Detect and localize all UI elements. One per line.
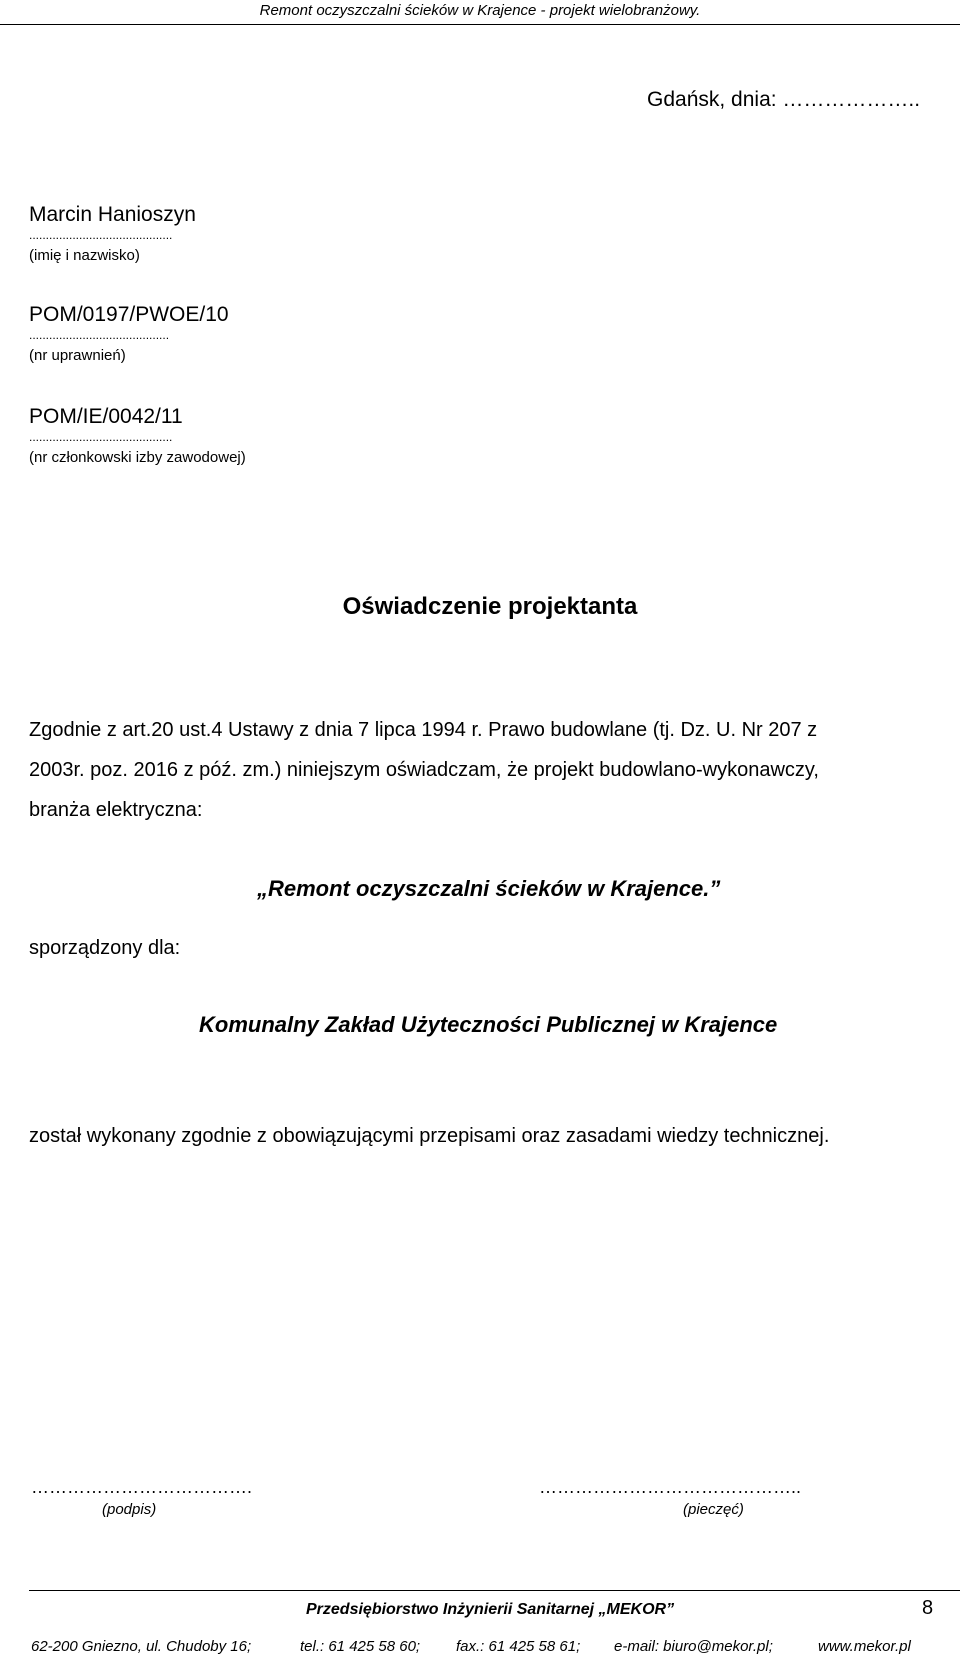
- stamp-caption: (pieczęć): [683, 1501, 744, 1518]
- footer-phone: tel.: 61 425 58 60;: [300, 1638, 421, 1655]
- statement-title: Oświadczenie projektanta: [342, 593, 638, 620]
- signature-line: ……………………………….: [31, 1477, 253, 1497]
- page-number: 8: [922, 1597, 934, 1619]
- footer-website[interactable]: www.mekor.pl: [818, 1638, 911, 1655]
- membership-dots: ...........................................: [29, 430, 173, 444]
- header-title: Remont oczyszczalni ścieków w Krajence - projekt wielobranżowy.: [259, 2, 701, 19]
- license-caption: (nr uprawnień): [29, 347, 126, 364]
- statement-conclusion: został wykonany zgodnie z obowiązującymi przepisami oraz zasadami wiedzy technicznej.: [29, 1125, 830, 1147]
- statement-line-3: branża elektryczna:: [29, 799, 203, 821]
- license-number: POM/0197/PWOE/10: [29, 303, 229, 326]
- designer-name-dots: ...........................................: [29, 228, 173, 242]
- footer-fax: fax.: 61 425 58 61;: [456, 1638, 581, 1655]
- client-name: Komunalny Zakład Użyteczności Publicznej w Krajence: [199, 1012, 778, 1037]
- footer-address: 62-200 Gniezno, ul. Chudoby 16;: [31, 1638, 252, 1655]
- project-name: „Remont oczyszczalni ścieków w Krajence.”: [257, 876, 721, 901]
- footer-email: e-mail: biuro@mekor.pl;: [614, 1638, 773, 1655]
- date-line: Gdańsk, dnia: ………………..: [647, 88, 921, 111]
- footer-divider: [29, 1590, 960, 1591]
- prepared-for-label: sporządzony dla:: [29, 937, 181, 959]
- statement-line-1: Zgodnie z art.20 ust.4 Ustawy z dnia 7 lipca 1994 r. Prawo budowlane (tj. Dz. U. Nr 207 z: [29, 719, 818, 741]
- license-dots: ..........................................: [29, 328, 170, 342]
- membership-caption: (nr członkowski izby zawodowej): [29, 449, 246, 466]
- signature-caption: (podpis): [102, 1501, 157, 1518]
- designer-name-caption: (imię i nazwisko): [29, 247, 140, 264]
- membership-number: POM/IE/0042/11: [29, 405, 183, 428]
- statement-line-2: 2003r. poz. 2016 z póź. zm.) niniejszym oświadczam, że projekt budowlano-wykonawczy,: [29, 759, 819, 781]
- footer-company: Przedsiębiorstwo Inżynierii Sanitarnej „MEKOR”: [306, 1601, 675, 1618]
- stamp-line: ……………………………………..: [539, 1477, 802, 1497]
- designer-name: Marcin Hanioszyn: [29, 203, 196, 226]
